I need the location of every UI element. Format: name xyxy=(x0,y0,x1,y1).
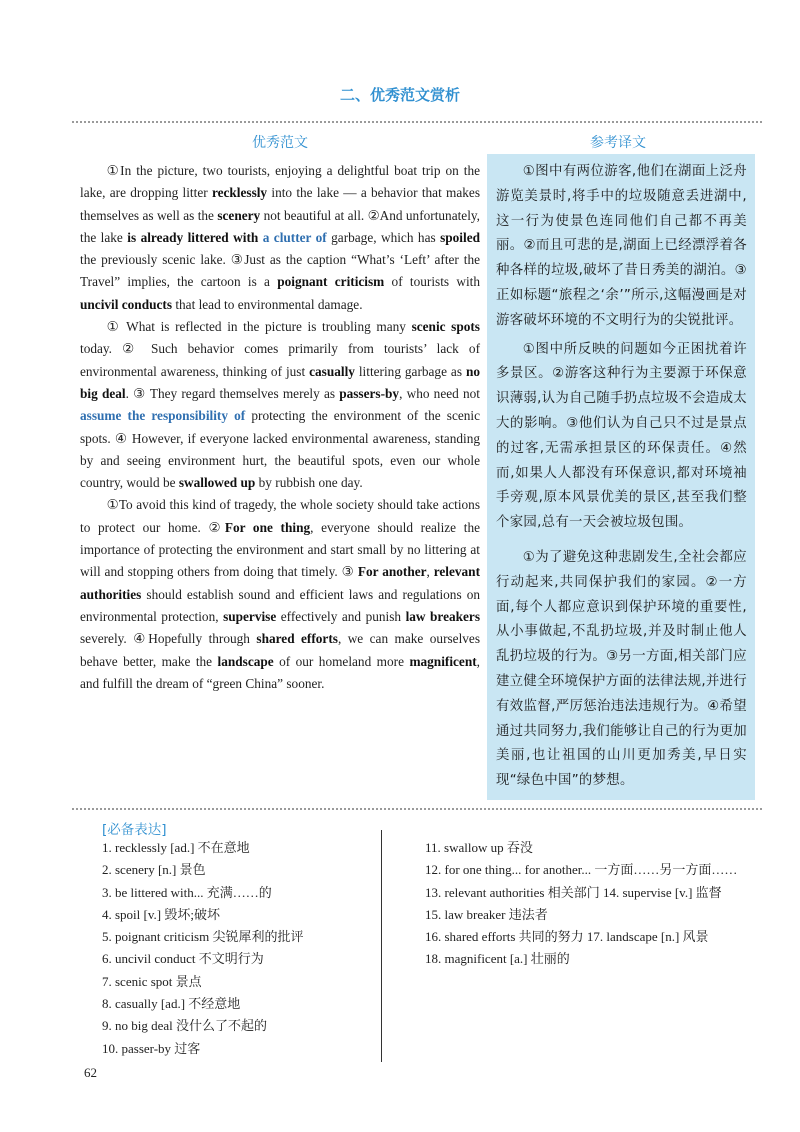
key-phrase: For another xyxy=(357,564,427,580)
key-phrase: uncivil conducts xyxy=(80,296,172,312)
key-phrase: law breakers xyxy=(405,608,481,624)
translation-paragraph-1: ①图中有两位游客,他们在湖面上泛舟游览美景时,将手中的垃圾随意丢进湖中,这一行为使景色连同他们自己都不再美丽。②而且可悲的是,湖面上已经漂浮着各种各样的垃圾,破坏了昔日秀美的湖泊。③正如标题“旅程之‘余’”所示,这幅漫画是对游客破坏环境的不文明行为的尖锐批评。 xyxy=(496,164,747,328)
vocab-item: 8. casually [ad.] 不经意地 xyxy=(102,996,241,1012)
vocab-list-left xyxy=(102,837,374,1060)
key-phrase: recklessly xyxy=(211,185,268,201)
vocab-item: 7. scenic spot 景点 xyxy=(102,973,202,989)
translation-paragraph-3: ①为了避免这种悲剧发生,全社会都应行动起来,共同保护我们的家园。②一方面,每个人都应意识到保护环境的重要性,从小事做起,不乱扔垃圾,并及时制止他人乱扔垃圾的行为。③另一方面,相关部门应建立健全环境保护方面的法律法规,并进行有效监督,严厉惩治违法违规行为。④希望通过共同努力,我们能够让自己的行为更加美丽,也让祖国的山川更加秀美,早日实现“绿色中国”的梦想。 xyxy=(496,549,747,789)
key-phrase: relevant authorities xyxy=(80,564,480,602)
vocab-item: 3. be littered with... 充满……的 xyxy=(102,884,272,900)
key-phrase-blue: assume the responsibility of xyxy=(80,408,246,424)
middle-dotted-divider xyxy=(72,808,762,810)
page-number: 62 xyxy=(84,1065,97,1080)
essay-heading: 优秀范文 xyxy=(252,135,308,151)
vocab-item: 5. poignant criticism 尖锐犀利的批评 xyxy=(102,929,304,945)
top-dotted-divider xyxy=(72,121,762,123)
vocab-title: [必备表达] xyxy=(102,822,167,838)
translation-heading: 参考译文 xyxy=(590,135,646,151)
translation-box xyxy=(487,154,755,800)
key-phrase: For one thing xyxy=(224,519,311,535)
vocab-item: 1. recklessly [ad.] 不在意地 xyxy=(102,840,250,855)
key-phrase-blue: a clutter of xyxy=(262,229,327,245)
key-phrase: shared efforts xyxy=(256,631,338,647)
vocab-item: 2. scenery [n.] 景色 xyxy=(102,862,206,878)
key-phrase: spoiled xyxy=(440,229,480,245)
section-title: 二、优秀范文赏析 xyxy=(339,86,460,104)
key-phrase: passers-by xyxy=(339,385,400,401)
key-phrase: scenery xyxy=(217,207,261,223)
key-phrase: swallowed up xyxy=(178,475,256,491)
vocab-item: 12. for one thing... for another... 一方面……另一方面…… xyxy=(425,862,738,878)
key-phrase: casually xyxy=(309,363,355,379)
vocab-item: 15. law breaker 违法者 xyxy=(425,906,548,922)
vocab-list-right xyxy=(398,837,754,971)
key-phrase: magnificent xyxy=(409,653,477,669)
vocab-column-divider xyxy=(381,830,382,1062)
essay-paragraph-2: ① What is reflected in the picture is troubling many scenic spots today. ② Such behavior comes primarily from tourists’ lack of environmental awareness, thinking of just casually littering garbage as no big deal. ③ They regard themselves merely as passers-by, who need not assume the responsibility of protecting the environment of the scenic spots. ④ However, if everyone lacked environmental awareness, standing by and seeing environment hurt, the beautiful spots, even our whole country, would be swallowed up by rubbish one day. xyxy=(80,319,480,491)
key-phrase: is already littered with xyxy=(127,229,259,245)
key-phrase: no big deal xyxy=(80,363,480,401)
vocab-item: 11. swallow up 吞没 xyxy=(425,840,533,855)
vocab-item: 9. no big deal 没什么了不起的 xyxy=(102,1018,268,1034)
model-essay xyxy=(80,160,480,695)
key-phrase: supervise xyxy=(223,608,277,624)
vocab-item: 4. spoil [v.] 毁坏;破坏 xyxy=(102,906,220,922)
vocab-item: 6. uncivil conduct 不文明行为 xyxy=(102,951,264,967)
key-phrase: landscape xyxy=(217,653,274,669)
translation-paragraph-2: ①图中所反映的问题如今正困扰着许多景区。②游客这种行为主要源于环保意识薄弱,认为自己随手扔点垃圾不会造成太大的影响。③他们认为自己只不过是景点的过客,无需承担景区的环保责任。④然而,如果人人都没有环保意识,都对环境袖手旁观,原本风景优美的景区,甚至我们整个家园,总有一天会被垃圾包围。 xyxy=(496,341,747,531)
vocab-item: 13. relevant authorities 相关部门 14. supervise [v.] 监督 xyxy=(425,884,722,900)
vocab-item: 18. magnificent [a.] 壮丽的 xyxy=(425,951,570,967)
key-phrase: scenic spots xyxy=(411,319,480,335)
vocab-item: 10. passer-by 过客 xyxy=(102,1040,201,1056)
vocab-item: 16. shared efforts 共同的努力 17. landscape [n.] 风景 xyxy=(425,929,709,945)
key-phrase: poignant criticism xyxy=(277,274,385,290)
essay-paragraph-1: ①In the picture, two tourists, enjoying a delightful boat trip on the lake, are dropping litter recklessly into the lake — a behavior that makes themselves as well as the scenery not beautiful at all. ②And unfortunately, the lake is already littered with a clutter of garbage, which has spoiled the previously scenic lake. ③Just as the caption “What’s ‘Left’ after the Travel” implies, the cartoon is a poignant criticism of tourists with uncivil conducts that lead to environmental damage. xyxy=(80,163,481,312)
essay-paragraph-3: ①To avoid this kind of tragedy, the whole society should take actions to protect our home. ②For one thing, everyone should realize the importance of protecting the environment and start small by no littering at will and stopping others from doing that timely. ③ For another, relevant authorities should establish sound and efficient laws and regulations on environmental protection, supervise effectively and punish law breakers severely. ④Hopefully through shared efforts, we can make ourselves behave better, make the landscape of our homeland more magnificent, and fulfill the dream of “green China” sooner. xyxy=(80,497,481,691)
